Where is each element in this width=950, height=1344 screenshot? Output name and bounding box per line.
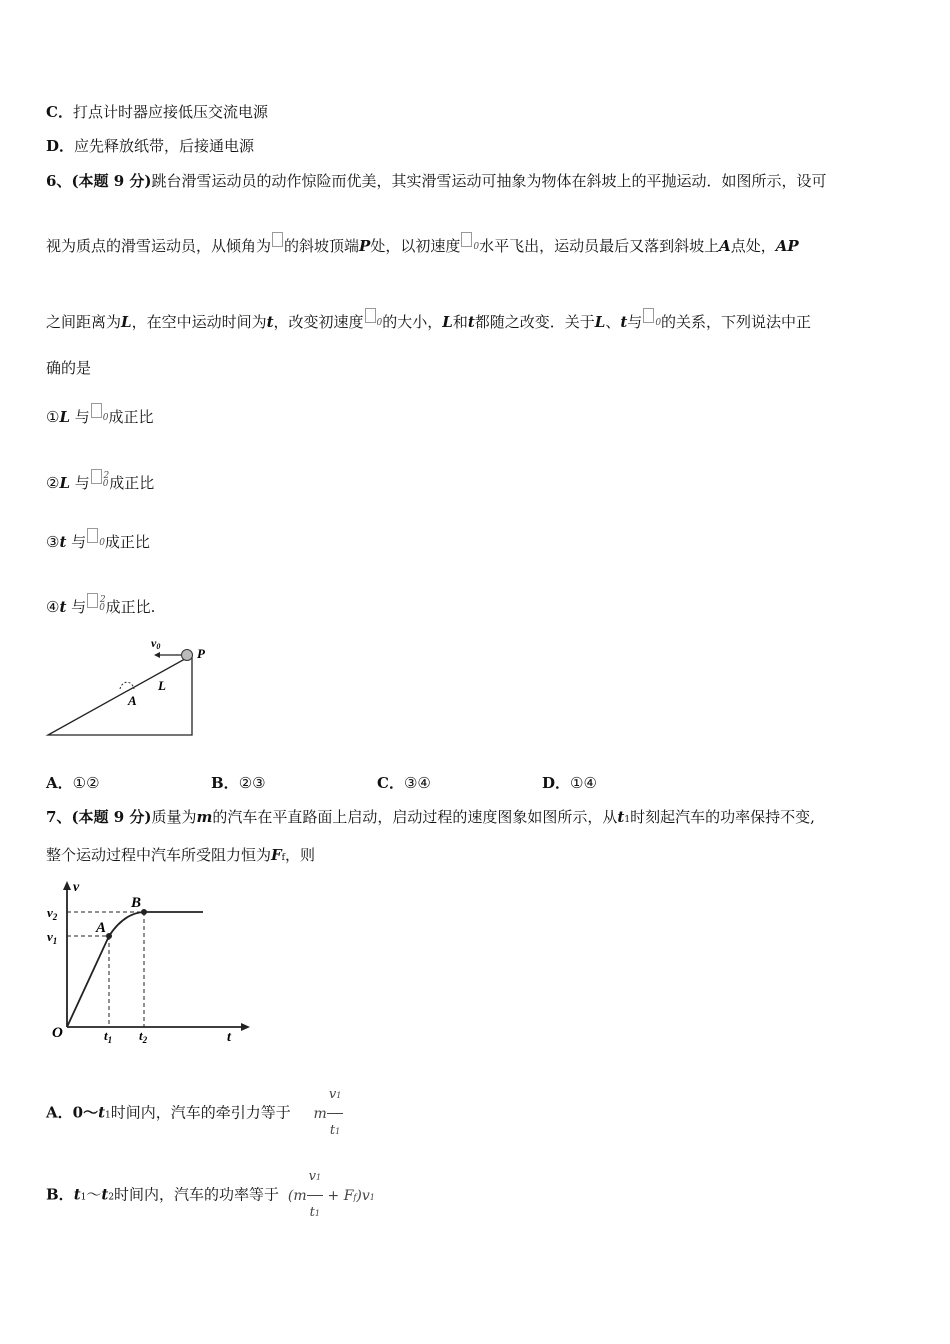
q7-text: 的汽车在平直路面上启动，启动过程的速度图象如图所示，从 [212,808,618,826]
q6-stem-line-4 [46,358,91,378]
q6-score: (本题 9 分) [71,172,152,190]
q7-option-b[interactable] [46,1160,375,1231]
option-letter: C． [46,103,73,121]
q7-text: 质量为 [151,808,197,826]
q7-text: 整个运动过程中汽车所受阻力恒为 [46,846,272,864]
sub-0: 0 [376,318,383,328]
var-l: L [121,313,132,331]
option-text: 0～ [72,1103,99,1122]
v0-label: v0 [151,636,161,651]
q6-text: 都随之改变．关于 [474,313,595,331]
v-symbol [365,308,376,323]
q7-stem-line-1 [46,807,815,830]
q7-text: 时刻起汽车的功率保持不变, [630,808,815,826]
sub-0: 0 [102,479,109,489]
statement-1 [46,403,154,428]
q6-text: 、 [605,313,621,331]
formula-b: (m [287,1187,307,1204]
q6-text: ，在空中运动时间为 [131,313,267,331]
option-letter: B． [46,1185,74,1204]
t1-tick-label: $t_1$ [104,1028,113,1045]
q7-option-a[interactable] [46,1078,343,1149]
var-t: t [620,313,628,331]
t2-tick-label: $t_2$ [139,1028,148,1045]
arrow-head-icon [154,652,160,658]
q6-number: 6、 [46,172,72,190]
option-d-prev [46,136,254,156]
sub-1: 1 [624,815,631,825]
q6-text: 处，以初速度 [370,237,461,255]
statement-2 [46,466,154,494]
fraction: $\frac{v1}{t1}$ [327,1078,343,1149]
statement-number: ① [46,408,60,426]
t-axis-label: t [227,1030,231,1045]
q7-number: 7、 [46,808,72,826]
fraction: $\frac{v1}{t1}$ [307,1160,323,1231]
q6-text: 的关系，下列说法中正 [661,313,812,331]
statement-text: 成正比 [104,533,150,551]
statement-text: 成正比. [105,598,156,616]
v-axis-label: v [73,880,80,895]
sub-1: 1 [80,1192,87,1203]
var-ap: AP [775,237,799,255]
velocity-time-graph [40,875,255,1045]
q6-text: 的大小， [382,313,443,331]
option-letter: A． [46,774,73,792]
option-text: 打点计时器应接低压交流电源 [72,103,268,121]
v2-tick-label: $v_2$ [47,905,58,922]
sup-2: 2 [99,595,106,605]
q6-text: 视为质点的滑雪运动员，从倾角为 [46,237,272,255]
sup-2: 2 [103,471,110,481]
q6-option-c[interactable] [377,772,431,793]
option-text: ②③ [238,774,266,792]
var-l: L [59,474,70,492]
q6-text: 水平飞出，运动员最后又落到斜坡上 [479,237,720,255]
point-b-label: B [131,895,142,911]
sub-0: 0 [99,538,105,548]
sub-0: 0 [102,413,109,423]
p-label: P [197,646,205,661]
statement-3 [46,528,150,553]
q6-stem-line-3 [46,308,811,333]
q7-stem-line-2 [46,845,315,868]
y-arrow-icon [63,881,71,890]
slope-triangle [48,655,192,735]
option-letter: B． [211,774,239,792]
option-letter: D． [46,137,75,155]
statement-number: ④ [46,598,60,616]
statement-text: 与 [74,474,90,492]
var-f: F [271,846,282,864]
q6-option-d[interactable] [542,772,597,793]
q7-text: ，则 [285,846,316,864]
formula-b-tail: + Ff)v1 [327,1187,375,1204]
formula-a: m [313,1105,327,1122]
q7-score: (本题 9 分) [71,808,152,826]
q6-stem-line-2 [46,232,799,257]
v-symbol [87,528,98,543]
var-a: A [719,237,731,255]
option-text: 时间内，汽车的牵引力等于 [110,1103,291,1122]
var-l: L [59,408,70,426]
sub-f: f [281,853,286,863]
q6-stem-line-1 [46,171,827,191]
ball-icon [182,650,193,661]
q6-option-b[interactable] [211,772,266,793]
statement-text: 与 [74,408,90,426]
option-text: 应先释放纸带，后接通电源 [74,137,255,155]
var-p: P [359,237,371,255]
slope-diagram [40,630,220,742]
q6-text: 确的是 [46,359,92,377]
q6-text: 跳台滑雪运动员的动作惊险而优美，其实滑雪运动可抽象为物体在斜坡上的平抛运动．如图所示，设可 [151,172,827,190]
v-symbol [91,403,102,418]
option-text: ③④ [403,774,431,792]
q6-text: 与 [627,313,643,331]
point-a-label: A [96,920,107,936]
q6-text: 和 [452,313,468,331]
l-label: L [158,678,166,693]
option-text: ①② [72,774,100,792]
statement-4 [46,590,155,618]
statement-text: 成正比 [108,408,154,426]
a-label: A [128,693,137,708]
v-symbol [87,593,98,608]
sub-0: 0 [99,603,105,613]
var-t: t [73,1185,81,1204]
q6-text: ，改变初速度 [273,313,364,331]
velocity-curve [67,912,203,1027]
q6-text: 点处， [730,237,776,255]
q6-option-a[interactable] [46,772,100,793]
v1-tick-label: $v_1$ [47,929,58,946]
var-t: t [59,598,67,616]
option-letter: D． [542,774,571,792]
v-symbol [461,232,472,247]
var-l: L [442,313,453,331]
option-text: ～ [86,1185,102,1204]
var-t: t [59,533,67,551]
sub-1: 1 [105,1110,111,1121]
option-text: ①④ [570,774,597,792]
statement-number: ② [46,474,60,492]
var-t: t [101,1185,109,1204]
x-arrow-icon [241,1023,250,1031]
origin-label: O [52,1025,63,1041]
statement-text: 与 [71,533,87,551]
statement-text: 与 [71,598,87,616]
var-t: t [98,1103,106,1122]
statement-text: 成正比 [109,474,155,492]
v-symbol [91,469,102,484]
theta-symbol [272,232,283,247]
q6-text: 的斜坡顶端 [284,237,360,255]
option-letter: C． [377,774,404,792]
option-letter: A． [46,1103,73,1122]
var-l: L [594,313,606,331]
var-t: t [266,313,274,331]
var-t: t [617,808,625,826]
v-symbol [643,308,654,323]
sub-2: 2 [108,1192,115,1203]
var-m: m [196,808,213,826]
option-c-prev [46,102,268,122]
point-b [141,909,147,915]
statement-number: ③ [46,533,60,551]
option-text: 时间内，汽车的功率等于 [114,1185,280,1204]
sub-0: 0 [655,318,662,328]
var-t: t [467,313,475,331]
q6-text: 之间距离为 [46,313,122,331]
point-a [106,933,112,939]
sub-0: 0 [473,242,480,252]
